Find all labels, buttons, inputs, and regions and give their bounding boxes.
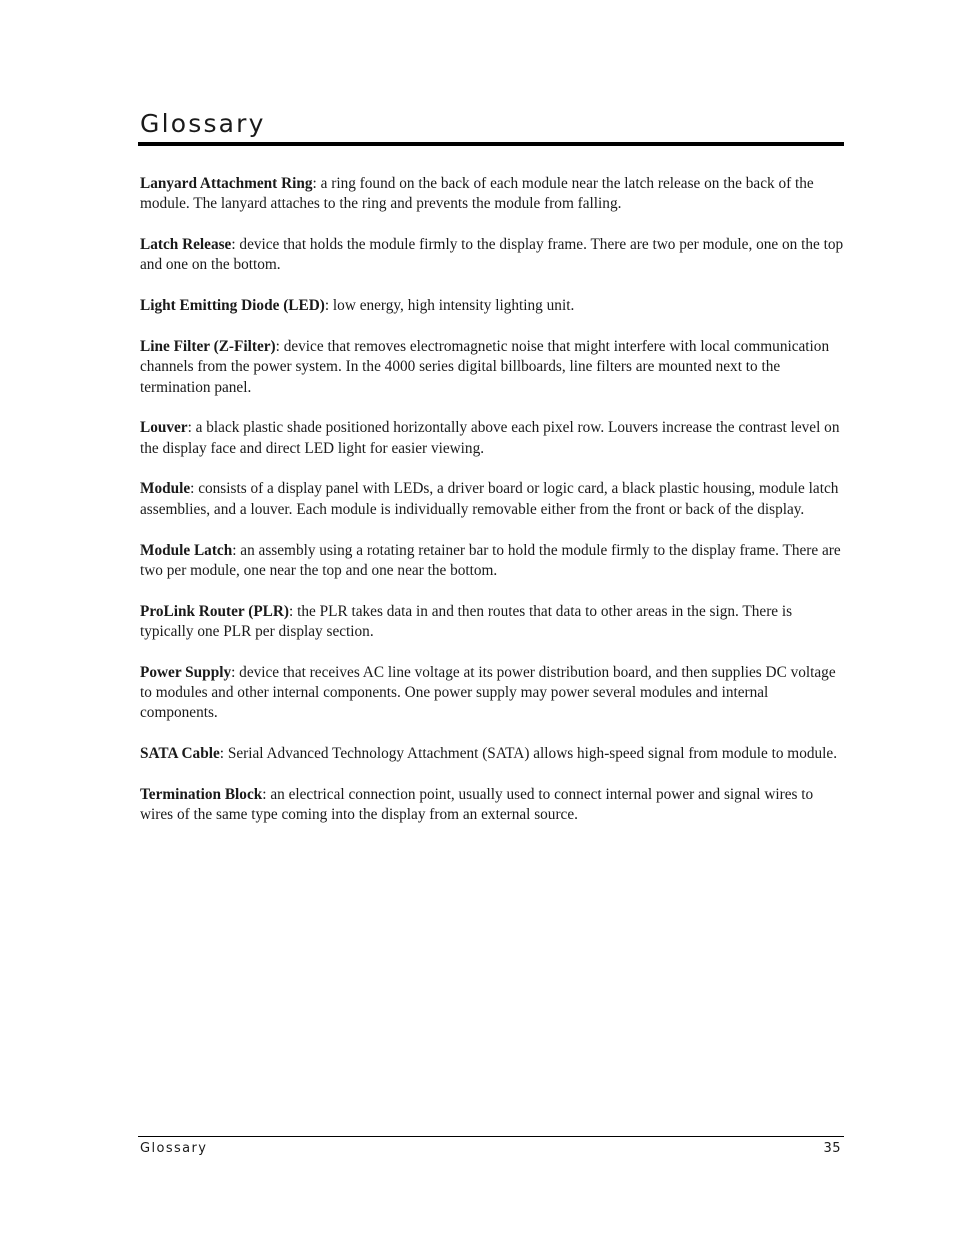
- glossary-definition: : Serial Advanced Technology Attachment (SATA) allows high-speed signal from module to module.: [219, 745, 838, 763]
- glossary-definition: : device that holds the module firmly to the display frame. There are two per module, one on the top and one on the bottom.: [140, 236, 844, 274]
- glossary-entry-latch-release: [140, 235, 844, 276]
- glossary-definition: : an assembly using a rotating retainer bar to hold the module firmly to the display frame. There are two per module, one near the top and one near the bottom.: [140, 541, 841, 579]
- glossary-entry-louver: [140, 418, 844, 459]
- glossary-term: Module Latch: [140, 541, 233, 559]
- glossary-entry-module: [140, 479, 844, 520]
- glossary-term: Lanyard Attachment Ring: [140, 175, 313, 192]
- glossary-entry-sata-cable: [140, 744, 844, 764]
- glossary-term: Line Filter (Z-Filter): [140, 337, 276, 355]
- glossary-term: Louver: [140, 419, 188, 437]
- glossary-definition: : an electrical connection point, usually used to connect internal power and signal wires to wires of the same type coming into the display from an external source.: [140, 785, 814, 824]
- glossary-term: Power Supply: [140, 663, 232, 681]
- glossary-definition: : a ring found on the back of each module near the latch release on the back of the module. The lanyard attaches to the ring and prevents the module from falling.: [140, 175, 814, 213]
- glossary-entry-line-filter: [140, 337, 844, 398]
- footer-divider: [138, 1136, 844, 1137]
- glossary-definition: : device that removes electromagnetic noise that might interfere with local communication channels from the power system. In the 4000 series digital billboards, line filters are mounted next to the termination panel.: [140, 337, 830, 396]
- glossary-entry-power-supply: [140, 663, 844, 724]
- glossary-entry-termination-block: [140, 785, 844, 826]
- glossary-term: Light Emitting Diode (LED): [140, 297, 325, 315]
- glossary-definition: : a black plastic shade positioned horizontally above each pixel row. Louvers increase the contrast level on the display face and direct LED light for easier viewing.: [140, 419, 840, 457]
- glossary-entry-led: [140, 296, 844, 316]
- page-title: Glossary: [140, 109, 266, 138]
- glossary-definition: : low energy, high intensity lighting unit.: [324, 297, 575, 315]
- heading-divider: [138, 142, 844, 146]
- glossary-entry-module-latch: [140, 541, 844, 582]
- glossary-term: SATA Cable: [140, 745, 220, 763]
- glossary-term: Termination Block: [140, 785, 263, 803]
- glossary-definition: : device that receives AC line voltage at its power distribution board, and then supplies DC voltage to modules and other internal components. One power supply may power several modules and internal components.: [140, 663, 836, 722]
- glossary-entry-prolink-router: [140, 602, 844, 643]
- glossary-definition: : the PLR takes data in and then routes that data to other areas in the sign. There is typically one PLR per display section.: [140, 602, 793, 640]
- glossary-term: Latch Release: [140, 236, 232, 254]
- footer-section-title: Glossary: [140, 1141, 208, 1156]
- glossary-term: Module: [140, 480, 191, 498]
- glossary-entry-lanyard-attachment-ring: [140, 174, 844, 215]
- glossary-definition: : consists of a display panel with LEDs, a driver board or logic card, a black plastic housing, module latch assemblies, and a louver. Each module is individually removable either from the front or back of the display.: [140, 480, 839, 518]
- glossary-list: [140, 174, 844, 846]
- glossary-term: ProLink Router (PLR): [140, 602, 290, 620]
- page-number: 35: [823, 1141, 841, 1156]
